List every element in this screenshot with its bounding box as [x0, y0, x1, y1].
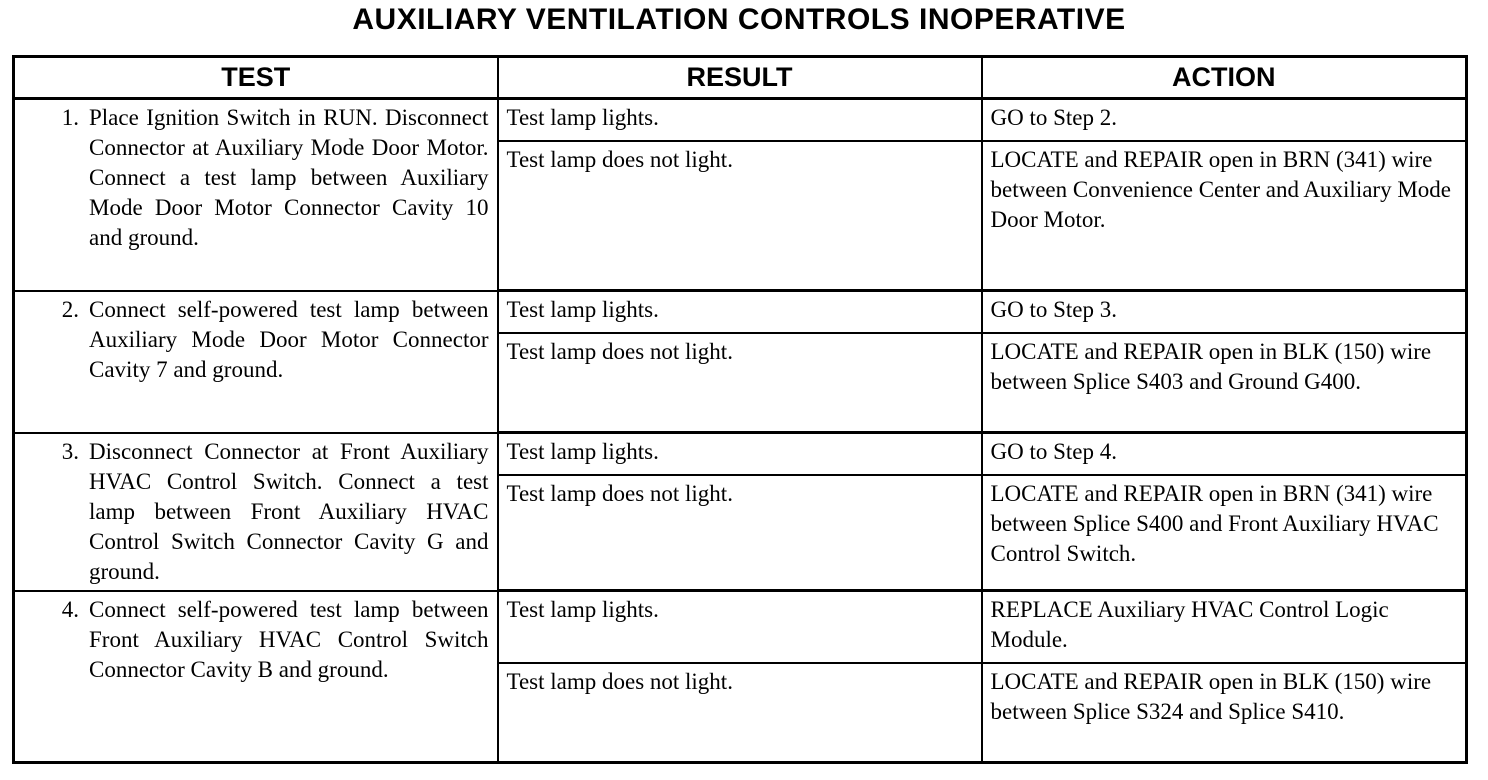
column-header-action: ACTION — [982, 57, 1467, 99]
step-1-test-cell — [14, 99, 498, 291]
result-cell: Test lamp does not light. — [498, 475, 982, 591]
action-cell: LOCATE and REPAIR open in BLK (150) wire between Splice S324 and Splice S410. — [982, 663, 1467, 763]
step-number: 3. — [61, 438, 79, 464]
step-test-text: Place Ignition Switch in RUN. Disconnect Connector at Auxiliary Mode Door Motor. Connect a test lamp between Auxiliary Mode Door Motor Connector Cavity 10 and ground. — [89, 105, 489, 250]
table-row — [14, 291, 1467, 333]
result-cell: Test lamp does not light. — [498, 333, 982, 433]
action-cell: LOCATE and REPAIR open in BRN (341) wire between Splice S400 and Front Auxiliary HVAC Control Switch. — [982, 475, 1467, 591]
action-cell: REPLACE Auxiliary HVAC Control Logic Module. — [982, 591, 1467, 663]
result-cell: Test lamp lights. — [498, 591, 982, 663]
table-row — [14, 433, 1467, 475]
column-header-test: TEST — [14, 57, 498, 99]
column-header-result: RESULT — [498, 57, 982, 99]
action-cell: GO to Step 2. — [982, 99, 1467, 141]
page-title: AUXILIARY VENTILATION CONTROLS INOPERATIVE — [352, 3, 1126, 36]
diagnostic-table — [12, 55, 1468, 764]
action-cell: LOCATE and REPAIR open in BLK (150) wire between Splice S403 and Ground G400. — [982, 333, 1467, 433]
step-number: 1. — [61, 105, 79, 130]
table-row — [14, 591, 1467, 663]
result-cell: Test lamp does not light. — [498, 663, 982, 763]
result-cell: Test lamp lights. — [498, 99, 982, 141]
step-3-test-cell — [14, 433, 498, 591]
result-cell: Test lamp lights. — [498, 433, 982, 475]
action-cell: LOCATE and REPAIR open in BRN (341) wire between Convenience Center and Auxiliary Mode Door Motor. — [982, 141, 1467, 291]
step-test-text: Connect self-powered test lamp between Auxiliary Mode Door Motor Connector Cavity 7 and ground. — [89, 296, 489, 382]
step-test-text: Connect self-powered test lamp between Front Auxiliary HVAC Control Switch Connector Cavity B and ground. — [89, 596, 489, 682]
header-row — [14, 57, 1467, 99]
step-number: 4. — [61, 596, 79, 622]
step-2-test-cell — [14, 291, 498, 433]
action-cell: GO to Step 3. — [982, 291, 1467, 333]
table-row — [14, 99, 1467, 141]
result-cell: Test lamp does not light. — [498, 141, 982, 291]
step-4-test-cell — [14, 591, 498, 763]
action-cell: GO to Step 4. — [982, 433, 1467, 475]
step-test-text: Disconnect Connector at Front Auxiliary HVAC Control Switch. Connect a test lamp between Front Auxiliary HVAC Control Switch Connector Cavity G and ground. — [89, 438, 489, 584]
result-cell: Test lamp lights. — [498, 291, 982, 333]
step-number: 2. — [61, 296, 79, 322]
